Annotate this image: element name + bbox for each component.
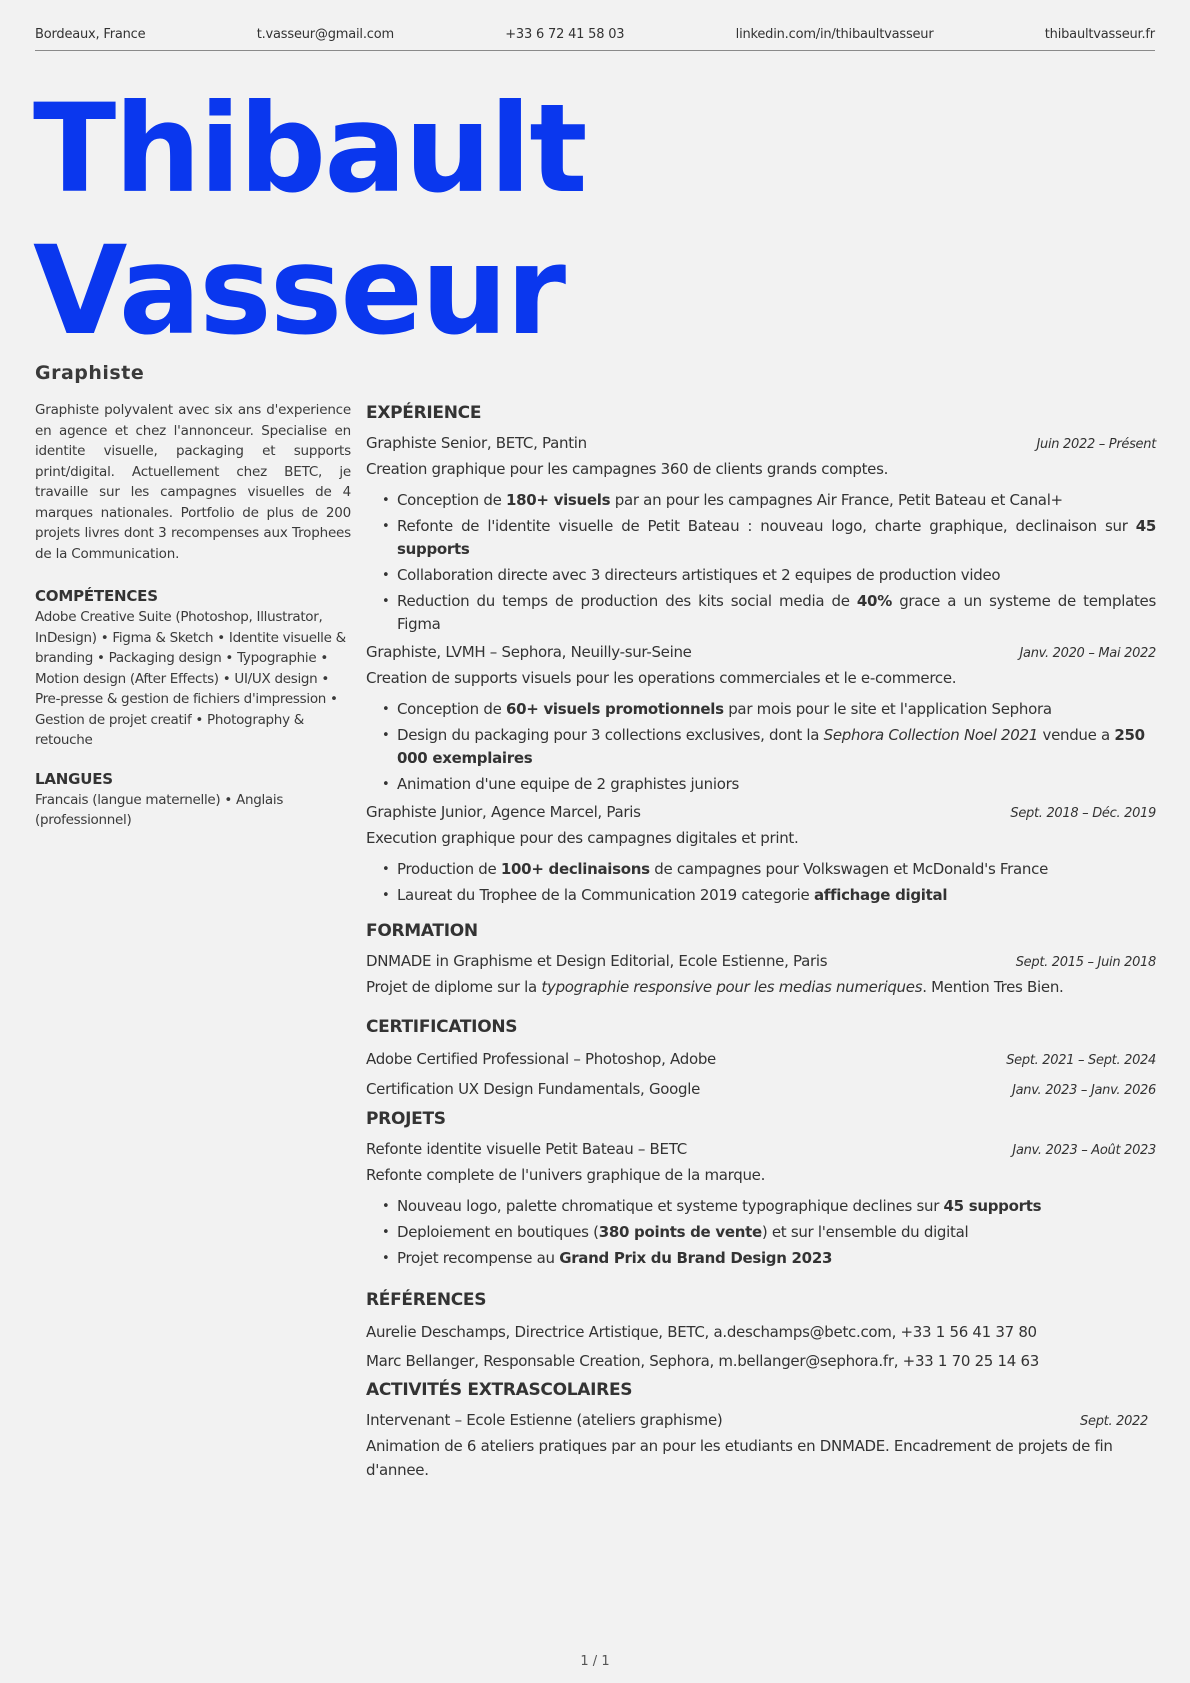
entry-role: Graphiste, LVMH – Sephora, Neuilly-sur-Seine <box>366 643 692 661</box>
bullet-list <box>382 1195 1156 1270</box>
bullet-item: • Deploiement en boutiques (380 points de vente) et sur l'ensemble du digital <box>382 1221 1156 1244</box>
bullet-list <box>382 698 1156 796</box>
contact-email[interactable]: t.vasseur@gmail.com <box>256 27 394 42</box>
candidate-name <box>33 78 586 362</box>
entry-role: Graphiste Senior, BETC, Pantin <box>366 434 587 452</box>
references-heading: RÉFÉRENCES <box>366 1290 487 1310</box>
languages-heading: LANGUES <box>35 769 113 788</box>
contact-website[interactable]: thibaultvasseur.fr <box>1044 27 1155 42</box>
bullet-item: • Design du packaging pour 3 collections exclusives, dont la Sephora Collection Noel 2021 vendue a 250 000 exemplaires <box>382 724 1156 770</box>
projects-heading: PROJETS <box>366 1109 446 1129</box>
education-heading: FORMATION <box>366 921 478 941</box>
activities-section <box>366 1380 1156 1482</box>
right-column <box>366 403 1156 1482</box>
experience-section <box>366 403 1156 907</box>
summary: Graphiste polyvalent avec six ans d'experience en agence et chez l'annonceur. Specialise en identite visuelle, packaging et supports print/digital. Actuellement chez BETC, je travaille sur les campagnes visuelles de 4 marques nationales. Portfolio de plus de 200 projets livres dont 3 recompenses aux Trophees de la Communication. <box>35 402 351 562</box>
reference-item: Aurelie Deschamps, Directrice Artistique, BETC, a.deschamps@betc.com, +33 1 56 41 37 80 <box>366 1323 1037 1341</box>
certifications-section <box>366 1017 1156 1105</box>
entry-description: Creation graphique pour les campagnes 360 de clients grands comptes. <box>366 460 889 478</box>
activities-heading: ACTIVITÉS EXTRASCOLAIRES <box>366 1380 633 1400</box>
bullet-item: • Nouveau logo, palette chromatique et systeme typographique declines sur 45 supports <box>382 1195 1156 1218</box>
bullet-item: • Conception de 180+ visuels par an pour les campagnes Air France, Petit Bateau et Canal+ <box>382 489 1156 512</box>
contact-location: Bordeaux, France <box>35 27 146 42</box>
project-date: Janv. 2023 – Août 2023 <box>1012 1143 1156 1158</box>
contact-bar <box>35 27 1155 51</box>
experience-heading: EXPÉRIENCE <box>366 403 482 423</box>
experience-entry <box>366 431 1156 636</box>
skills-text: Adobe Creative Suite (Photoshop, Illustrator, InDesign) • Figma & Sketch • Identite visuelle & branding • Packaging design • Typographie • Motion design (After Effects) • UI/UX design • Pre-presse & gestion de fichiers d'impression • Gestion de projet creatif • Photography & retouche <box>35 609 346 748</box>
bullet-list <box>382 489 1156 636</box>
education-section <box>366 921 1156 999</box>
bullet-item: • Refonte de l'identite visuelle de Petit Bateau : nouveau logo, charte graphique, declinaison sur 45 supports <box>382 515 1156 561</box>
last-name: Vasseur <box>33 220 565 362</box>
left-column <box>35 362 351 831</box>
references-section <box>366 1290 1156 1376</box>
degree: DNMADE in Graphisme et Design Editorial, Ecole Estienne, Paris <box>366 952 828 970</box>
entry-description: Execution graphique pour des campagnes digitales et print. <box>366 829 799 847</box>
bullet-item: • Reduction du temps de production des kits social media de 40% grace a un systeme de templates Figma <box>382 590 1156 636</box>
bullet-item: • Laureat du Trophee de la Communication 2019 categorie affichage digital <box>382 884 1156 907</box>
bullet-item: • Production de 100+ declinaisons de campagnes pour Volkswagen et McDonald's France <box>382 858 1156 881</box>
first-name: Thibault <box>33 78 586 220</box>
entry-date: Janv. 2020 – Mai 2022 <box>1019 646 1156 661</box>
page-number: 1 / 1 <box>580 1654 610 1669</box>
job-title: Graphiste <box>35 362 145 384</box>
reference-item: Marc Bellanger, Responsable Creation, Sephora, m.bellanger@sephora.fr, +33 1 70 25 14 63 <box>366 1352 1039 1370</box>
activity-date: Sept. 2022 <box>1080 1414 1148 1429</box>
entry-date: Juin 2022 – Présent <box>1036 437 1156 452</box>
education-description: Projet de diplome sur la typographie responsive pour les medias numeriques. Mention Tres Bien. <box>366 978 1064 996</box>
languages-text: Francais (langue maternelle) • Anglais (professionnel) <box>35 791 284 828</box>
certifications-heading: CERTIFICATIONS <box>366 1017 518 1037</box>
contact-phone[interactable]: +33 6 72 41 58 03 <box>505 27 625 42</box>
entry-description: Creation de supports visuels pour les operations commerciales et le e-commerce. <box>366 669 957 687</box>
project-title: Refonte identite visuelle Petit Bateau – BETC <box>366 1140 687 1158</box>
bullet-item: • Projet recompense au Grand Prix du Brand Design 2023 <box>382 1247 1156 1270</box>
certification-item: Certification UX Design Fundamentals, Google Janv. 2023 – Janv. 2026 <box>366 1080 1156 1098</box>
bullet-list <box>382 858 1156 907</box>
entry-role: Graphiste Junior, Agence Marcel, Paris <box>366 803 641 821</box>
projects-section <box>366 1109 1156 1270</box>
contact-linkedin[interactable]: linkedin.com/in/thibaultvasseur <box>735 27 934 42</box>
education-date: Sept. 2015 – Juin 2018 <box>1015 955 1156 970</box>
activity-title: Intervenant – Ecole Estienne (ateliers graphisme) <box>366 1411 723 1429</box>
skills-heading: COMPÉTENCES <box>35 587 158 605</box>
bullet-item: • Collaboration directe avec 3 directeurs artistiques et 2 equipes de production video <box>382 564 1156 587</box>
activity-description: Animation de 6 ateliers pratiques par an pour les etudiants en DNMADE. Encadrement de projets de fin d'annee. <box>366 1437 1113 1479</box>
entry-date: Sept. 2018 – Déc. 2019 <box>1010 806 1156 821</box>
project-description: Refonte complete de l'univers graphique de la marque. <box>366 1166 766 1184</box>
certification-item: Adobe Certified Professional – Photoshop, Adobe Sept. 2021 – Sept. 2024 <box>366 1050 1156 1068</box>
experience-entry <box>366 640 1156 796</box>
bullet-item: • Conception de 60+ visuels promotionnels par mois pour le site et l'application Sephora <box>382 698 1156 721</box>
bullet-item: • Animation d'une equipe de 2 graphistes juniors <box>382 773 1156 796</box>
experience-entry <box>366 800 1156 907</box>
